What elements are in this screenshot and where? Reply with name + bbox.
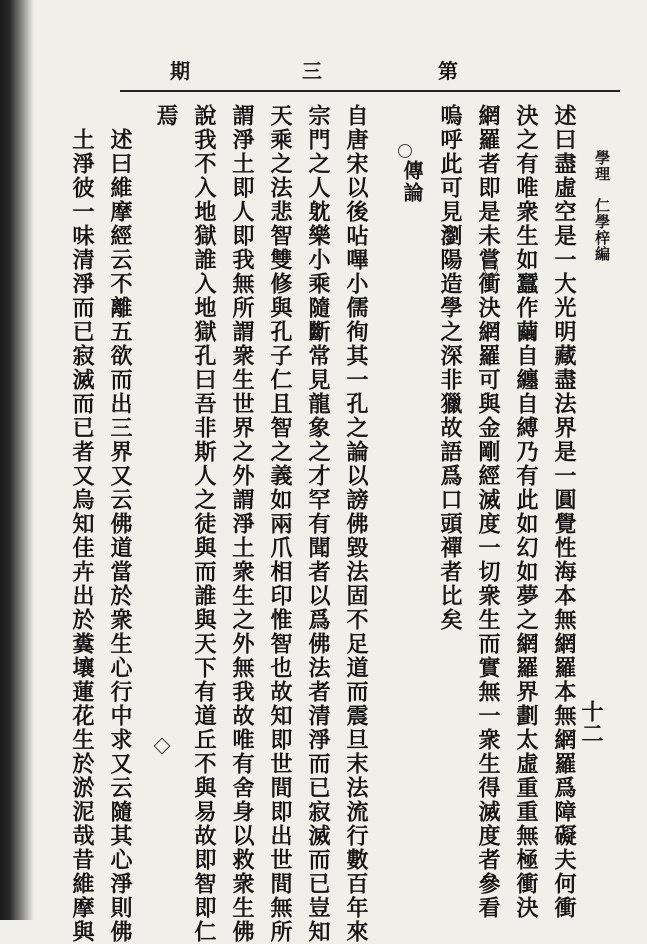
text-column-l6: 焉: [153, 104, 179, 128]
text-column-l1: 自唐宋以後呫嗶小儒徇其一孔之論以謗佛毀法固不足道而震旦末法流行數百年來: [343, 104, 369, 944]
text-column-l7: 述曰維摩經云不離五欲而出三界又云佛道當於衆生心行中求又云隨其心淨則佛: [107, 128, 133, 944]
author-line: 仁學梓編: [593, 198, 611, 262]
text-column-l4: 謂淨土即人即我無所謂衆生世界之外謂淨土衆生之外無我故唯有舍身以救衆生佛: [229, 104, 255, 944]
ink-mark: [154, 738, 171, 755]
book-spine-shadow: [0, 0, 34, 920]
header-prefix-char: 第: [438, 59, 458, 83]
header-issue-char: 期: [170, 59, 190, 83]
ink-mark: [484, 262, 498, 276]
section-title: 學理: [593, 150, 611, 182]
text-column-r2: 決之有唯衆生如蠶作繭自纏自縛乃有此如幻如夢之網羅界劃太虛重重無極衝決: [513, 104, 539, 920]
header-number-char: 三: [302, 59, 322, 83]
section-heading: 傳論: [400, 160, 424, 204]
text-column-r4: 嗚呼此可見瀏陽造學之深非獵故語爲口頭禪者比矣: [437, 104, 463, 632]
header-rule: [120, 90, 620, 92]
text-column-r3: 網羅者即是未嘗衝決網羅可與金剛經滅度一切衆生而實無一衆生得滅度者參看: [475, 104, 501, 920]
text-column-l8: 土淨彼一味清淨而已寂滅而已者又烏知佳卉出於糞壤蓮花生於淤泥哉昔維摩與: [69, 128, 95, 944]
text-column-l3: 天乘之法悲智雙修與孔子仁且智之義如兩爪相印惟智也故知即世間即出世間無所: [267, 104, 293, 944]
text-column-l5: 說我不入地獄誰入地獄孔曰吾非斯人之徒與而誰與天下有道丘不與易故即智即仁: [191, 104, 217, 944]
ink-mark: [398, 144, 412, 158]
text-column-l2: 宗門之人躭樂小乘隨斷常見龍象之才罕有聞者以爲佛法者清淨而已寂滅而已豈知: [305, 104, 331, 944]
page-header: [40, 58, 640, 84]
text-column-r1: 述曰盡虛空是一大光明藏盡法界是一圓覺性海本無網羅本無網羅爲障礙夫何衝: [551, 104, 577, 920]
page-number: 十二: [578, 700, 604, 744]
